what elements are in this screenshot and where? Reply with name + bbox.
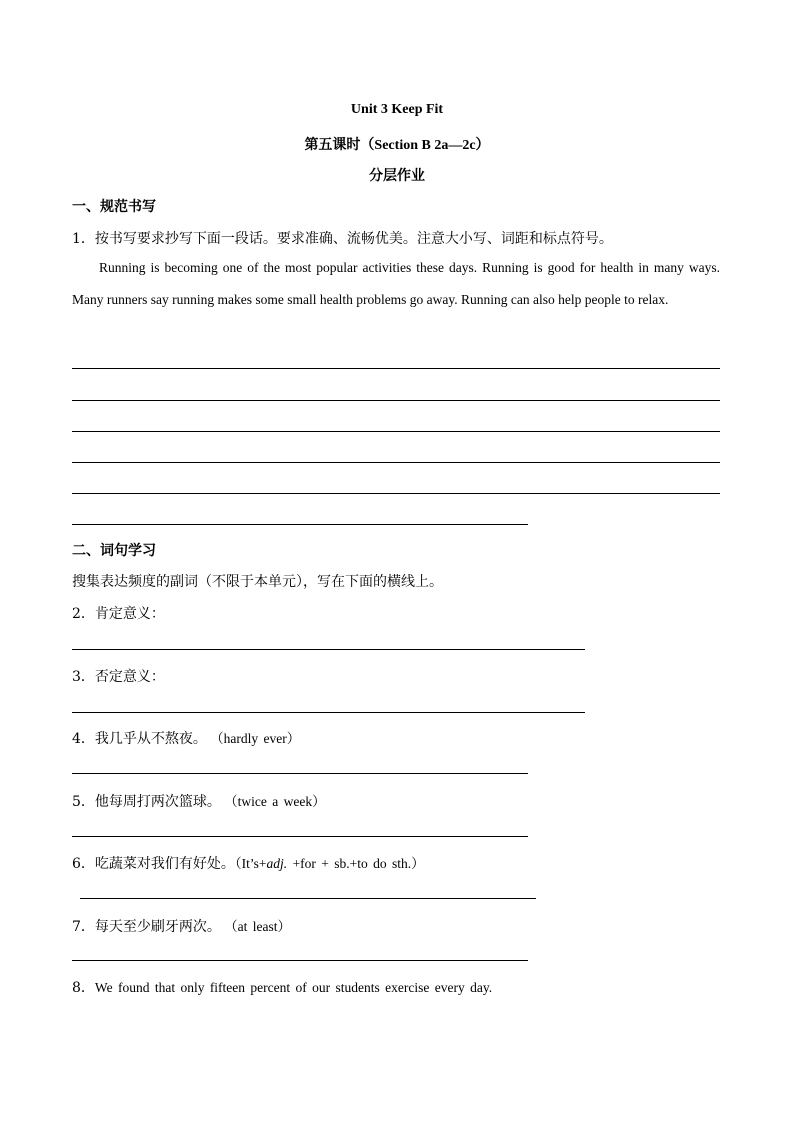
section2-heading: 二、词句学习 xyxy=(72,543,156,559)
question-number: 6． xyxy=(72,856,95,872)
question-5 xyxy=(72,790,326,811)
question-hint xyxy=(235,856,425,871)
question-text: 每天至少刷牙两次。 xyxy=(94,919,221,935)
hint-prefix: （It’s+ xyxy=(234,856,267,871)
question-1 xyxy=(72,228,613,248)
question-number: 5． xyxy=(72,794,95,810)
question-number: 1． xyxy=(72,231,95,247)
unit-title: Unit 3 Keep Fit xyxy=(350,102,444,117)
lesson-title: 第五课时（Section B 2a—2c） xyxy=(304,138,490,153)
writing-line[interactable] xyxy=(72,493,720,494)
question-number: 7． xyxy=(72,919,95,935)
answer-line[interactable] xyxy=(72,712,585,713)
question-number: 3． xyxy=(72,669,95,685)
question-instruction: 按书写要求抄写下面一段话。要求准确、流畅优美。注意大小写、词距和标点符号。 xyxy=(94,231,613,247)
assignment-type: 分层作业 xyxy=(369,169,425,184)
hint-suffix: +for + sb.+to do sth.） xyxy=(287,856,425,871)
section1-heading: 一、规范书写 xyxy=(72,199,156,215)
question-text: 我几乎从不熬夜。 xyxy=(94,731,207,747)
answer-line[interactable] xyxy=(72,836,528,837)
answer-line[interactable] xyxy=(72,773,528,774)
question-2 xyxy=(72,603,165,623)
question-text: 肯定意义： xyxy=(94,606,165,622)
hint-adj: adj. xyxy=(266,856,288,871)
section2-intro: 搜集表达频度的副词（不限于本单元），写在下面的横线上。 xyxy=(72,574,443,590)
question-number: 2． xyxy=(72,606,95,622)
writing-line[interactable] xyxy=(72,524,528,525)
question-text: We found that only fifteen percent of our students exercise every day. xyxy=(94,980,493,995)
question-hint: （hardly ever） xyxy=(216,731,301,746)
answer-line[interactable] xyxy=(80,898,536,899)
question-7 xyxy=(72,915,291,936)
writing-line[interactable] xyxy=(72,368,720,369)
answer-line[interactable] xyxy=(72,960,528,961)
question-hint: （twice a week） xyxy=(230,794,326,809)
question-text: 吃蔬菜对我们有好处。 xyxy=(94,856,235,872)
question-text: 他每周打两次篮球。 xyxy=(94,794,221,810)
question-hint: （at least） xyxy=(230,919,292,934)
writing-line[interactable] xyxy=(72,462,720,463)
writing-line[interactable] xyxy=(72,400,720,401)
writing-line[interactable] xyxy=(72,431,720,432)
question-3 xyxy=(72,666,165,686)
question-6 xyxy=(72,852,425,873)
question-number: 4． xyxy=(72,731,95,747)
question-8 xyxy=(72,977,492,997)
copy-passage: Running is becoming one of the most popular activities these days. Running is good for health in many ways. Many runners say running makes some small health problems go away. Running can also help people to relax. xyxy=(72,260,720,307)
question-4 xyxy=(72,727,300,748)
question-text: 否定意义： xyxy=(94,669,165,685)
answer-line[interactable] xyxy=(72,649,585,650)
question-number: 8． xyxy=(72,980,95,996)
